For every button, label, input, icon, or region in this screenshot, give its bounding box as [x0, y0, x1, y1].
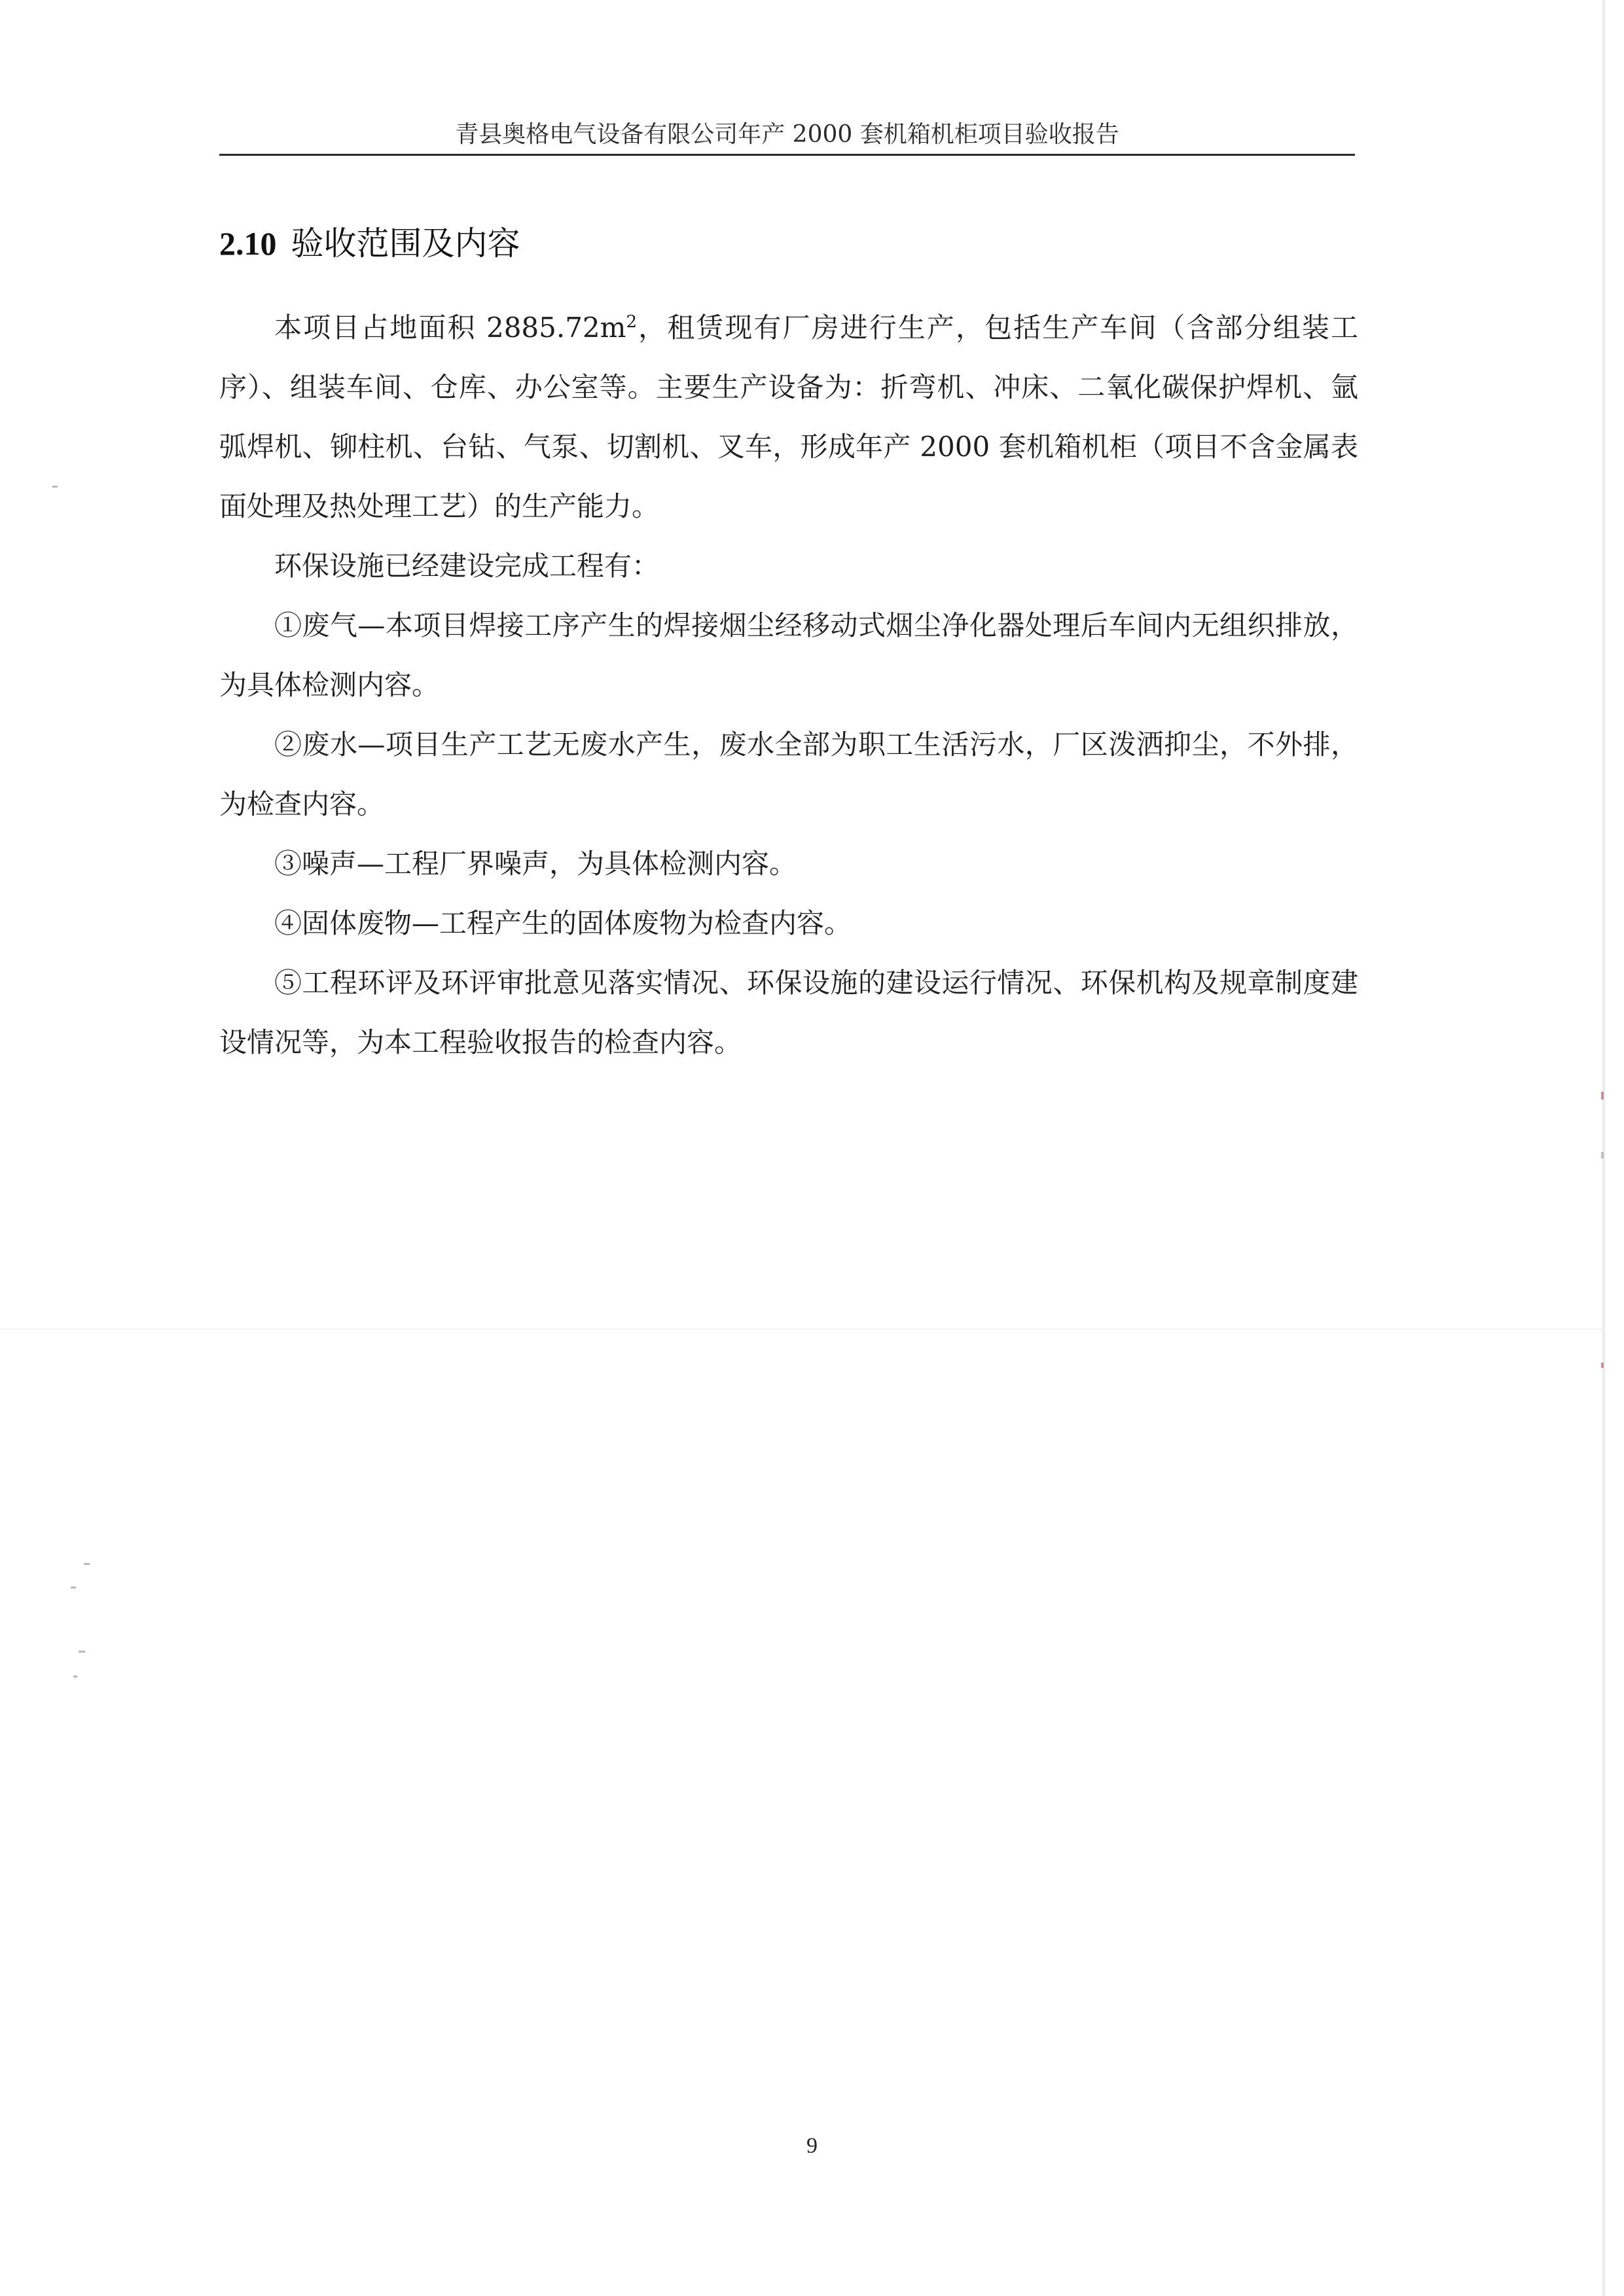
area-unit-superscript: 2	[626, 312, 638, 332]
scan-speck	[1601, 1092, 1604, 1100]
scan-speck	[52, 486, 58, 488]
section-title: 验收范围及内容	[291, 224, 520, 262]
paragraph-waste-gas: ①废气—本项目焊接工序产生的焊接烟尘经移动式烟尘净化器处理后车间内无组织排放，为具体检测内容。	[219, 609, 1358, 701]
paragraph-review-items: ⑤工程环评及环评审批意见落实情况、环保设施的建设运行情况、环保机构及规章制度建设情况等，为本工程验收报告的检查内容。	[219, 967, 1358, 1058]
paragraph-project-scope-rest: ，租赁现有厂房进行生产，包括生产车间（含部分组装工序）、组装车间、仓库、办公室等。主要生产设备为：折弯机、冲床、二氧化碳保护焊机、氩弧焊机、铆柱机、台钻、气泵、切割机、叉车，形成年产 2000 套机箱机柜（项目不含金属表面处理及热处理工艺）的生产能力。	[219, 312, 1358, 522]
section-heading	[219, 217, 520, 270]
paragraph-facilities-intro: 环保设施已经建设完成工程有：	[274, 550, 660, 582]
paragraph-project-scope	[219, 298, 1358, 536]
scan-speck	[79, 1651, 85, 1653]
paragraph-noise: ③噪声—工程厂界噪声，为具体检测内容。	[274, 848, 797, 880]
scan-speck	[73, 1676, 77, 1677]
scan-speck	[1601, 1363, 1604, 1368]
paragraph-project-scope-lead: 本项目占地面积 2885.72m	[274, 312, 626, 344]
scan-speck	[1601, 1152, 1604, 1158]
page-number: 9	[806, 2134, 818, 2158]
scan-edge-shadow	[1602, 0, 1605, 2296]
scan-fold-line	[0, 1329, 1602, 1330]
paragraph-waste-water: ②废水—项目生产工艺无废水产生，废水全部为职工生活污水，厂区泼洒抑尘，不外排，为检查内容。	[219, 728, 1358, 820]
section-number: 2.10	[219, 225, 277, 262]
header-rule	[219, 154, 1355, 156]
running-header: 青县奥格电气设备有限公司年产 2000 套机箱机柜项目验收报告	[455, 121, 1119, 148]
scan-speck	[71, 1587, 76, 1588]
section-body	[219, 298, 1358, 1072]
scan-speck	[84, 1563, 90, 1565]
paragraph-solid-waste: ④固体废物—工程产生的固体废物为检查内容。	[274, 907, 852, 939]
